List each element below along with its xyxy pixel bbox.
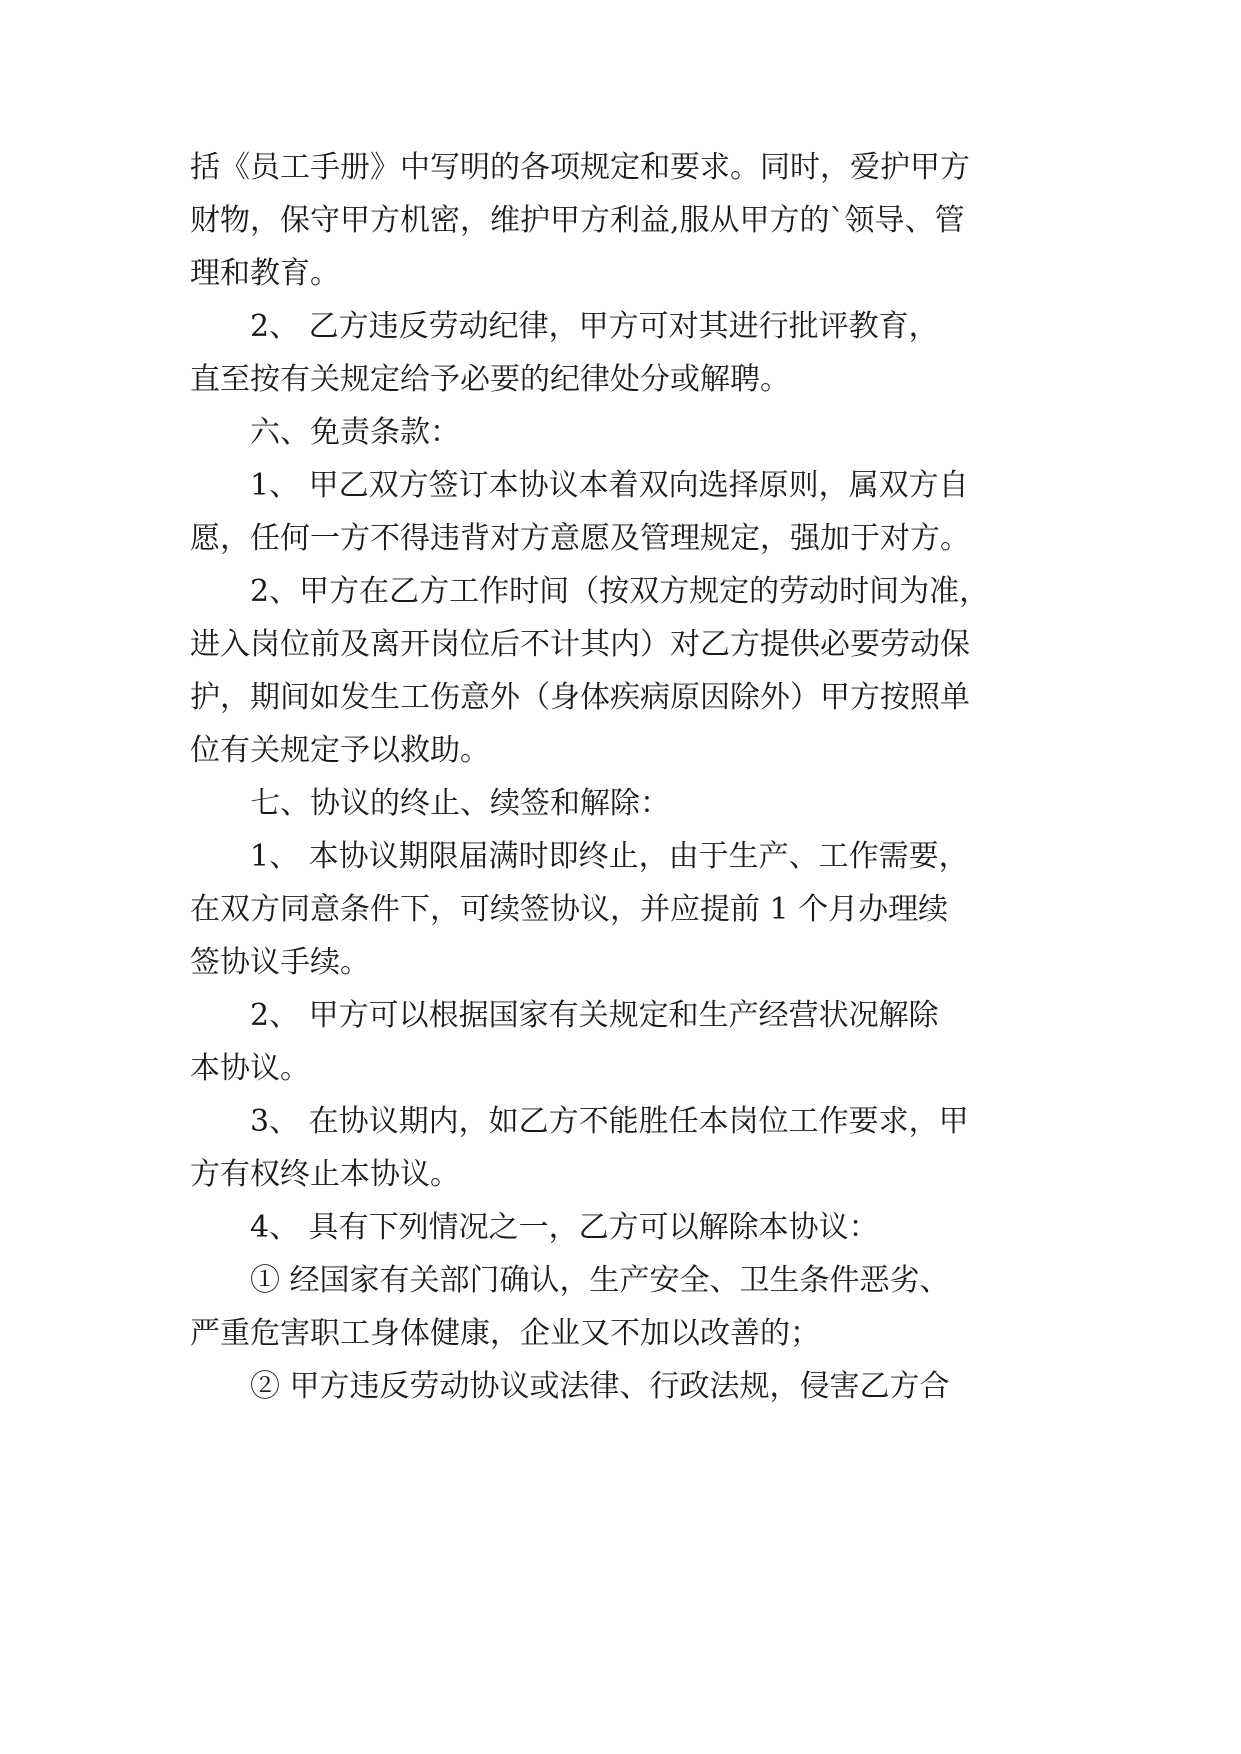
section-heading: 六、免责条款： (250, 415, 460, 450)
text-line: 严重危害职工身体健康，企业又不加以改善的； (190, 1316, 820, 1351)
text-line: 1、 甲乙双方签订本协议本着双向选择原则，属双方自 (250, 468, 969, 503)
text-line: 括《员工手册》中写明的各项规定和要求。同时，爱护甲方 (190, 150, 970, 185)
text-line: 2、 乙方违反劳动纪律，甲方可对其进行批评教育， (250, 309, 939, 344)
text-line: 2、 甲方可以根据国家有关规定和生产经营状况解除 (250, 998, 939, 1033)
text-line: 3、 在协议期内，如乙方不能胜任本岗位工作要求，甲 (250, 1104, 969, 1139)
text-line: 护，期间如发生工伤意外（身体疾病原因除外）甲方按照单 (190, 680, 970, 715)
text-line: 2、甲方在乙方工作时间（按双方规定的劳动时间为准， (250, 574, 990, 609)
text-line: 方有权终止本协议。 (190, 1157, 460, 1192)
text-line: 位有关规定予以救助。 (190, 733, 490, 768)
text-line: 在双方同意条件下，可续签协议，并应提前 1 个月办理续 (190, 892, 949, 927)
section-heading: 七、协议的终止、续签和解除： (250, 786, 670, 821)
text-line: 1、 本协议期限届满时即终止，由于生产、工作需要， (250, 839, 969, 874)
text-line: ② 甲方违反劳动协议或法律、行政法规，侵害乙方合 (250, 1369, 950, 1404)
text-line: 理和教育。 (190, 256, 340, 291)
text-line: 直至按有关规定给予必要的纪律处分或解聘。 (190, 362, 790, 397)
text-line: 本协议。 (190, 1051, 310, 1086)
text-line: 进入岗位前及离开岗位后不计其内）对乙方提供必要劳动保 (190, 627, 970, 662)
text-line: ① 经国家有关部门确认，生产安全、卫生条件恶劣、 (250, 1263, 950, 1298)
text-line: 签协议手续。 (190, 945, 370, 980)
text-line: 财物，保守甲方机密，维护甲方利益,服从甲方的`领导、管 (190, 203, 965, 238)
text-line: 4、 具有下列情况之一，乙方可以解除本协议： (250, 1210, 879, 1245)
text-line: 愿，任何一方不得违背对方意愿及管理规定，强加于对方。 (190, 521, 970, 556)
